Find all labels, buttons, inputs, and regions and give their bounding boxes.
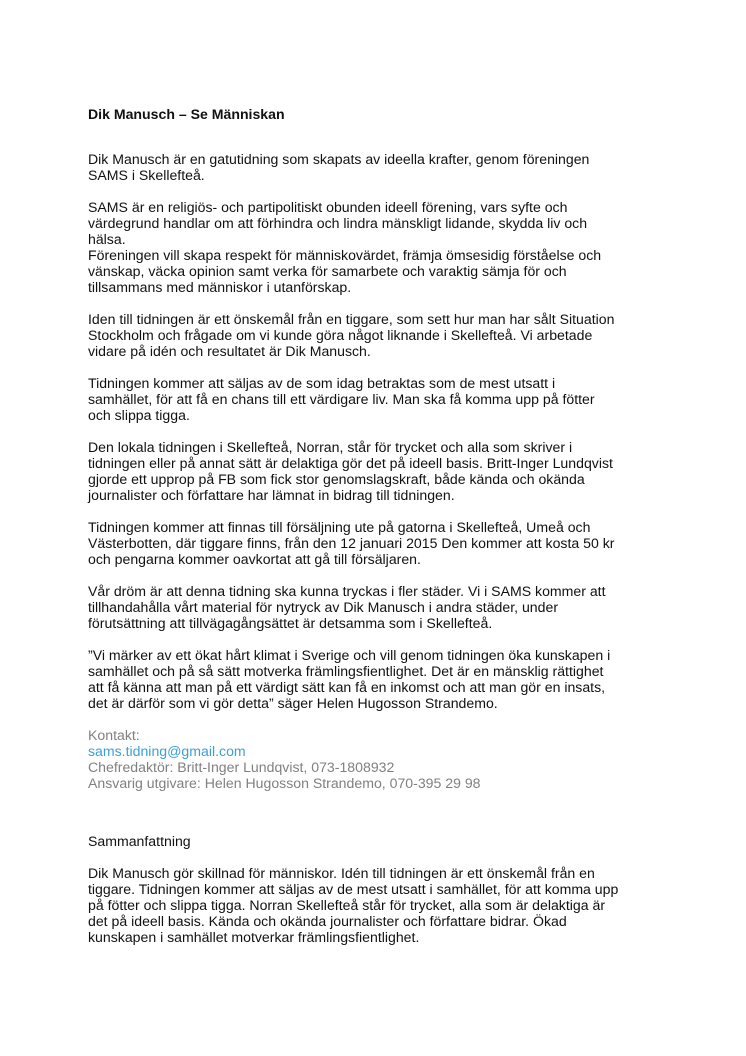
paragraph-dream	[88, 583, 668, 631]
document-title: Dik Manusch – Se Människan	[88, 106, 285, 122]
text-line: kunskapen i samhället motverkar främlingsfientlighet.	[88, 929, 420, 945]
text-line: Västerbotten, där tiggare finns, från den 12 januari 2015 Den kommer att kosta 50 kr	[88, 535, 615, 551]
text-line: gjorde ett upprop på FB som fick stor genomslagskraft, både kända och okända	[88, 471, 585, 487]
contact-editor: Chefredaktör: Britt-Inger Lundqvist, 073-1808932	[88, 759, 395, 775]
text-line: tillsammans med människor i utanförskap.	[88, 279, 352, 295]
text-line: samhället och på så sätt motverka främlingsfientlighet. Det är en mänsklig rättighet	[88, 663, 604, 679]
contact-email-link[interactable]: sams.tidning@gmail.com	[88, 743, 246, 759]
summary-heading: Sammanfattning	[88, 833, 191, 849]
text-line: Föreningen vill skapa respekt för människovärdet, främja ömsesidig förståelse och	[88, 247, 602, 263]
text-line: Iden till tidningen är ett önskemål från en tiggare, som sett hur man har sålt Situation	[88, 311, 615, 327]
text-line: tiggare. Tidningen kommer att säljas av de mest utsatt i samhället, för att komma upp	[88, 881, 619, 897]
paragraph-association-goals	[88, 247, 668, 295]
text-line: Dik Manusch gör skillnad för människor. Idén till tidningen är ett önskemål från en	[88, 865, 595, 881]
text-line: Dik Manusch är en gatutidning som skapats av ideella krafter, genom föreningen	[88, 151, 590, 167]
text-line: på fötter och slippa tigga. Norran Skellefteå står för trycket, alla som är delaktiga är	[88, 897, 606, 913]
text-line: vidare på idén och resultatet är Dik Manusch.	[88, 343, 371, 359]
paragraph-about-sams	[88, 199, 668, 247]
paragraph-quote	[88, 647, 668, 711]
text-line: tidningen eller på annat sätt är delaktiga gör det på ideell basis. Britt-Inger Lundqvist	[88, 455, 613, 471]
contact-block	[88, 727, 668, 791]
text-line: tillhandahålla vårt material för nytryck av Dik Manusch i andra städer, under	[88, 599, 559, 615]
text-line: Tidningen kommer att säljas av de som idag betraktas som de mest utsatt i	[88, 375, 556, 391]
paragraph-sales-info	[88, 519, 668, 567]
text-line: SAMS i Skellefteå.	[88, 167, 205, 183]
text-line: journalister och författare har lämnat in bidrag till tidningen.	[88, 487, 455, 503]
paragraph-sellers	[88, 375, 668, 423]
text-line: ”Vi märker av ett ökat hårt klimat i Sverige och vill genom tidningen öka kunskapen i	[88, 647, 611, 663]
text-line: hälsa.	[88, 231, 126, 247]
contact-heading: Kontakt:	[88, 727, 140, 743]
text-line: Tidningen kommer att finnas till försäljning ute på gatorna i Skellefteå, Umeå och	[88, 519, 591, 535]
paragraph-idea-origin	[88, 311, 668, 359]
text-line: SAMS är en religiös- och partipolitiskt obunden ideell förening, vars syfte och	[88, 199, 568, 215]
text-line: Den lokala tidningen i Skellefteå, Norran, står för trycket och alla som skriver i	[88, 439, 573, 455]
text-line: det är därför som vi gör detta” säger Helen Hugosson Strandemo.	[88, 695, 498, 711]
text-line: och slippa tigga.	[88, 407, 190, 423]
text-line: Vår dröm är att denna tidning ska kunna tryckas i fler städer. Vi i SAMS kommer att	[88, 583, 606, 599]
contact-publisher: Ansvarig utgivare: Helen Hugosson Strandemo, 070-395 29 98	[88, 775, 481, 791]
text-line: och pengarna kommer oavkortat att gå till försäljaren.	[88, 551, 421, 567]
document-page	[88, 106, 668, 961]
paragraph-printing	[88, 439, 668, 503]
text-line: att få känna att man på ett värdigt sätt kan få en inkomst och att man gör en insats,	[88, 679, 606, 695]
paragraph-intro	[88, 151, 668, 183]
text-line: Stockholm och frågade om vi kunde göra något liknande i Skellefteå. Vi arbetade	[88, 327, 593, 343]
text-line: vänskap, väcka opinion samt verka för samarbete och varaktig sämja för och	[88, 263, 567, 279]
text-line: förutsättning att tillvägagångsättet är detsamma som i Skellefteå.	[88, 615, 493, 631]
paragraph-summary	[88, 865, 668, 945]
text-line: värdegrund handlar om att förhindra och lindra mänskligt lidande, skydda liv och	[88, 215, 588, 231]
text-line: det på ideell basis. Kända och okända journalister och författare bidrar. Ökad	[88, 913, 567, 929]
text-line: samhället, för att få en chans till ett värdigare liv. Man ska få komma upp på fötter	[88, 391, 595, 407]
